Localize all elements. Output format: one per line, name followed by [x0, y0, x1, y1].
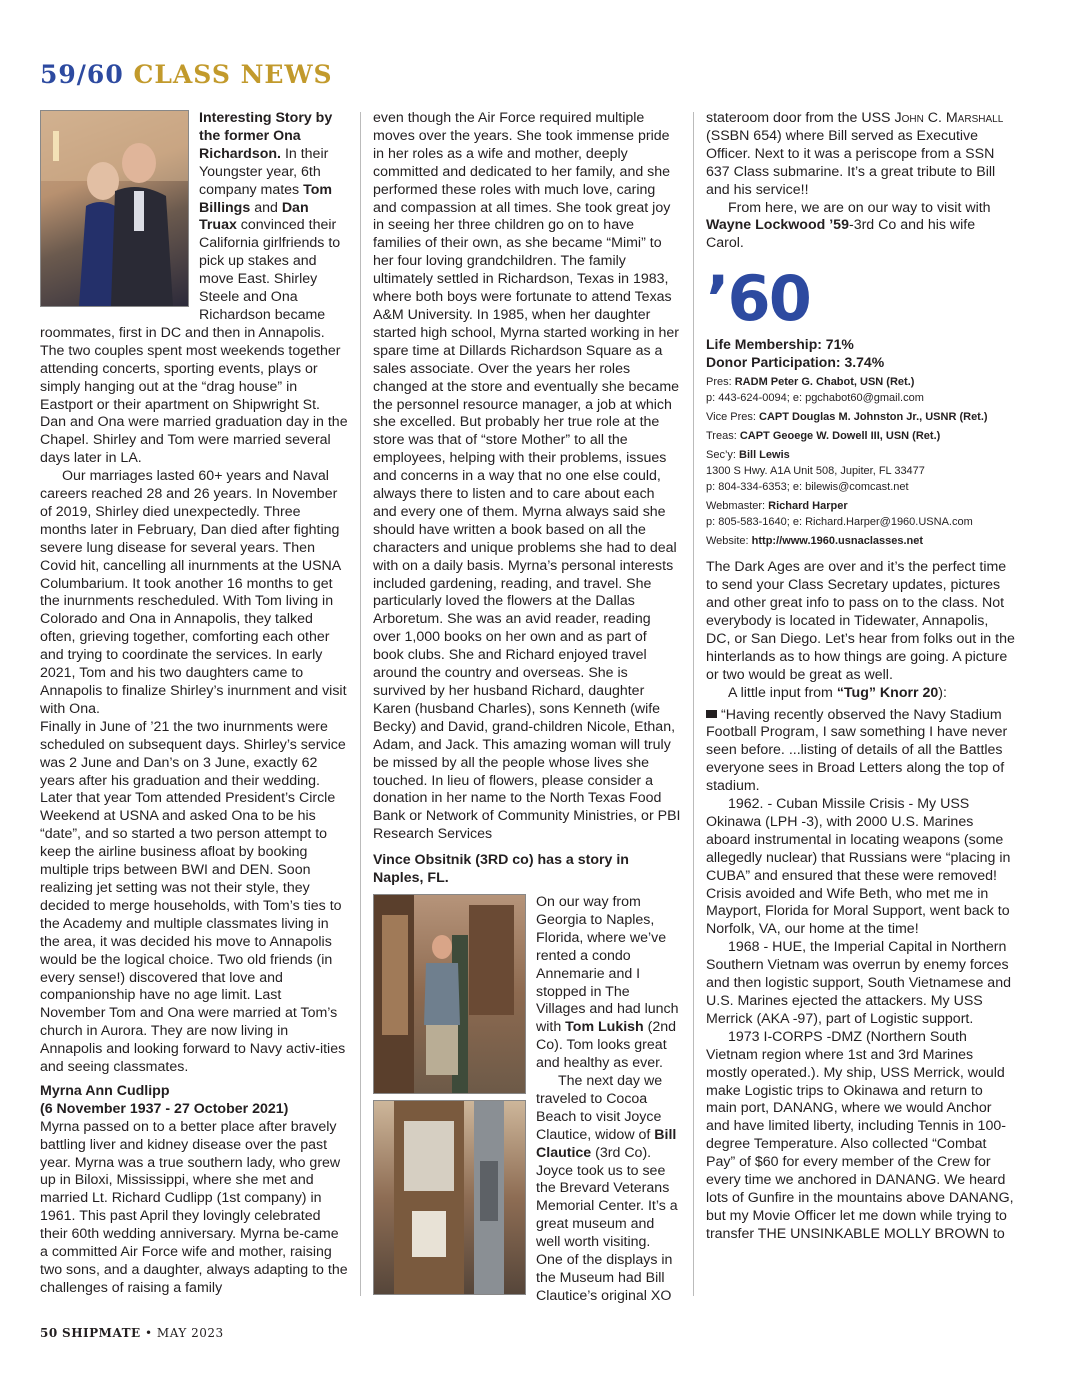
person-name: “Tug” Knorr 20: [836, 684, 939, 701]
class-years: 59/60: [40, 60, 124, 89]
paragraph: Finally in June of ’21 the two inurnments were scheduled on subsequent days. Shirley’s service was 2 June and Dan’s on 3 June, exactly 62 years after his graduation and their wedding. Later that year Tom attended President’s Circle Weekend at USNA and asked Ona to be his “date”, and so started a two person attempt to keep the airline business afloat by booking multiple trips between BWI and DEN. Soon realizing jet setting was not their style, they decided to merge households, with Tom’s ties to the Academy and multiple classmates living in the area, it was decided his move to Annapolis would be the logical choice. Two old friends (in every sense!) discovered that love and companionship have no age limit. Last November Tom and Ona were married at Tom’s church in Aurora. They are now living in Annapolis and looking forward to Navy activ-ities and seeing classmates.: [40, 718, 346, 1076]
officer-webmaster: Webmaster: Richard Harper p: 805-583-1640; e: Richard.Harper@1960.USNA.com: [706, 500, 973, 529]
column-1: Interesting Story by the former Ona Richardson. In their Youngster year, 6th company mates Tom Billings and Dan Truax convinced their California girlfriends to pick up stakes and move East. Shirley Steele and Ona Richardson became roommates, first in DC and then in Annapolis. The two couples spent most weekends together attending concerts, sporting events, plays or simply hanging out at the “drag house” in Eastport or their apartment on Shipwright St. Dan and Ona were married graduation day in the Chapel. Shirley and Tom were married several days later in LA. Our marriages lasted 60+ years and Naval careers reached 28 and 26 years. In November of 2019, Shirley died unexpectedly. Three months later in February, Dan died after fighting severe lung disease for several years. Then Covid hit, cancelling all inurnments at the USNA Columbarium. It took another 16 months to get the inurnments rescheduled. With Tom living in Colorado and Ona in Annapolis, they talked often, grieving together, comforting each other and trying to coordinate the services. In early 2021, Tom and his two daughters came to Annapolis to finalize Shirley’s inurnment and visit with Ona. Finally in June of ’21 the two inurnments were scheduled on subsequent days. Shirley’s service was 2 June and Dan’s on 3 June, exactly 62 years after his graduation and their wedding. Later that year Tom attended President’s Circle Weekend at USNA and asked Ona to be his “date”, and so started a two person attempt to keep the airline business afloat by booking multiple trips between BWI and DEN. Soon realizing jet setting was not their style, they decided to merge households, with Tom’s ties to the Academy and multiple classmates living in the area, it was decided his move to Annapolis would be the logical choice. Two old friends (in every sense!) discovered that love and companionship have no age limit. Last November Tom and Ona were married at Tom’s church in Aurora. They are now living in Annapolis and looking forward to Navy activ-ities and seeing classmates. Myrna Ann Cudlipp (6 November 1937 - 27 October 2021) Myrna passed on to a better place after bravely battling liver and kidney disease over the past year. Myrna was a true southern lady, who grew up in Biloxi, Mississippi, where she met and married Lt. Richard Cudlipp (1st company) in 1961. This past April they lovingly celebrated their 60th wedding anniversary. Myrna be-came a committed Air Force wife and mother, raising two sons, and a daughter, always adapting to the challenges of raising a family: [40, 110, 348, 1296]
person-name: Tom Lukish: [565, 1019, 644, 1036]
person-name: Wayne Lockwood ’59: [706, 217, 849, 234]
column-divider: [360, 112, 361, 1296]
issue-date: MAY 2023: [156, 1326, 224, 1340]
obituary-text: Myrna passed on to a better place after bravely battling liver and kidney disease over the past year. Myrna was a true southern lady, who grew up in Biloxi, Mississippi, where she met and married Lt. Richard Cudlipp (1st company) in 1961. This past April they lovingly celebrated their 60th wedding anniversary. Myrna be-came a committed Air Force wife and mother, raising two sons, and a daughter, always adapting to the challenges of raising a family: [40, 1118, 348, 1296]
paragraph: 1962. - Cuban Missile Crisis - My USS Okinawa (LPH -3), with 2000 U.S. Marines aboard instrumental in locating weapons (some allegedly nuclear) that Russians were “placing in CUBA” and ensured that these were removed! Crisis avoided and Wife Beth, who met me in Mayport, Florida for Moral Support, went back to Norfolk, VA, our home at the time!: [706, 796, 1011, 938]
officer-secretary: Sec’y: Bill Lewis 1300 S Hwy. A1A Unit 508, Jupiter, FL 33477 p: 804-334-6353; e: bilewis@comcast.net: [706, 449, 925, 494]
page-number: 50: [40, 1326, 58, 1340]
person-name: Tom Billings: [199, 181, 332, 216]
museum-photo-xo-door: [373, 1100, 526, 1295]
envelope-icon: [706, 710, 717, 718]
class-year-mark: ’60: [706, 262, 810, 336]
vince-story-heading: Vince Obsitnik (3RD co) has a story in Naples, FL.: [373, 852, 629, 887]
intro-heading: Interesting Story by the former Ona Richardson.: [199, 110, 333, 162]
paragraph: 1968 - HUE, the Imperial Capital in Northern Southern Vietnam was overrun by enemy forces and then logistic support, South Vietnamese and U.S. Marines ejected the attackers. My USS Merrick (AKA -97), part of Logistic support.: [706, 939, 1011, 1027]
magazine-name: SHIPMATE: [62, 1326, 141, 1340]
website-link[interactable]: http://www.1960.usnaclasses.net: [751, 535, 924, 548]
paragraph: The Dark Ages are over and it’s the perfect time to send your Class Secretary updates, pictures and other great info to pass on to the class. Not everybody is located in Tidewater, Annapolis, DC, or San Diego. Let’s hear from folks out in the hinterlands as to how things are going. A picture or two would be great as well.: [706, 559, 1015, 683]
person-name: Dan Truax: [199, 199, 309, 234]
class-website: Website: http://www.1960.usnaclasses.net: [706, 535, 924, 548]
museum-photo-tom-lukish: [373, 894, 526, 1094]
officer-president: Pres: RADM Peter G. Chabot, USN (Ret.) p: 443-624-0094; e: pgchabot60@gmail.com: [706, 376, 924, 405]
paragraph: Our marriages lasted 60+ years and Naval careers reached 28 and 26 years. In November of 2019, Shirley died unexpectedly. Three months later in February, Dan died after fighting severe lung disease for several years. Then Covid hit, cancelling all inurnments at the USNA Columbarium. It took another 16 months to get the inurnments rescheduled. With Tom living in Colorado and Ona in Annapolis, they talked often, grieving together, comforting each other and trying to coordinate the services. In early 2021, Tom and his two daughters came to Annapolis to finalize Shirley’s inurnment and visit with Ona.: [40, 468, 347, 717]
column-divider: [693, 112, 694, 1296]
officer-treasurer: Treas: CAPT Geoege W. Dowell III, USN (Ret.): [706, 430, 941, 443]
obituary-text-continued: even though the Air Force required multiple moves over the years. She took immense pride in her roles as a wife and mother, deeply committed and dedicated to her family, and she performed these roles with much love, caring and compassion at all times. She took great joy in seeing her three children go on to have families of their own, as she became “Mimi” to her four loving grandchildren. The family ultimately settled in Richardson, Texas in 1983, where both boys were fortunate to attend Texas A&M University. In 1985, when her daughter started high school, Myrna started working in her spare time at Dillards Richardson Square as a sales associate. Over the years her roles changed at the store and eventually she became the personnel resource manager, a job at which she excelled. But probably her true role at the store was that of “store Mother” to all the employees, helping with their problems, issues and concerns in a way that no one else could, always there to listen and to care about each and every one of them. Myrna always said she should have written a book based on all the characters and unique problems she had to deal with on a daily basis. Myrna’s personal interests included gardening, reading, and travel. She particularly loved the flowers at the Dallas Arboretum. She was an avid reader, reading over 1,000 books on her own and as part of book clubs. She and Richard enjoyed travel around the country and overseas. She is survived by her husband Richard, daughter Karen (husband Charles), sons Kenneth (wife Becky) and David, grand-children Nicole, Ethan, Adam, and Jack. This amazing woman will truly be missed by all the people whose lives she touched. In lieu of flowers, please consider a donation in her name to the North Texas Food Bank or Network of Community Ministries, or PBI Research Services: [373, 110, 681, 843]
column-2: even though the Air Force required multiple moves over the years. She took immense pride in her roles as a wife and mother, deeply committed and dedicated to her family, and she performed these roles with much love, caring and compassion at all times. She took great joy in seeing her three children go on to have families of their own, as she became “Mimi” to her four loving grandchildren. The family ultimately settled in Richardson, Texas in 1983, where both boys were fortunate to attend Texas A&M University. In 1985, when her daughter started high school, Myrna started working in her spare time at Dillards Richardson Square as a sales associate. Over the years her roles changed at the store and eventually she became the personnel resource manager, a job at which she excelled. But probably her true role at the store was that of “store Mother” to all the employees, helping with their problems, issues and concerns in a way that no one else could, always there to listen and to care about each and every one of them. Myrna always said she should have written a book based on all the characters and unique problems she had to deal with on a daily basis. Myrna’s personal interests included gardening, reading, and travel. She particularly loved the flowers at the Dallas Arboretum. She was an avid reader, reading over 1,000 books on her own and as part of book clubs. She and Richard enjoyed travel around the country and overseas. She is survived by her husband Richard, daughter Karen (husband Charles), sons Kenneth (wife Becky) and David, grand-children Nicole, Ethan, Adam, and Jack. This amazing woman will truly be missed by all the people whose lives she touched. In lieu of flowers, please consider a donation in her name to the North Texas Food Bank or Network of Community Ministries, or PBI Research Services Vince Obsitnik (3RD co) has a story in Naples, FL. On our way from Georgia to Naples, Florida, where we’ve rented a condo Annemarie and I stopped in The Villages and had lunch with Tom Lukish (2nd Co). Tom looks great and healthy as ever. The next day we traveled to Cocoa Beach to visit Joyce Clautice, widow of Bill Clautice (3rd Co). Joyce took us to see the Brevard Veterans Memorial Center. It’s a great museum and well worth visiting. One of the displays in the Museum had Bill Clautice’s original XO: [373, 110, 681, 1304]
ship-name: John C. Marshall: [894, 110, 1004, 126]
officer-vice-president: Vice Pres: CAPT Douglas M. Johnston Jr., USNR (Ret.): [706, 411, 988, 424]
obituary-heading: Myrna Ann Cudlipp (6 November 1937 - 27 October 2021): [40, 1082, 289, 1117]
column-3: stateroom door from the USS John C. Marshall (SSBN 654) where Bill served as Executive Officer. Next to it was a periscope from a SSN 637 Class submarine. It’s a great tribute to Bill and his service!! From here, we are on our way to visit with Wayne Lockwood ’59-3rd Co and his wife Carol. ’60 Life Membership: 71% Donor Participation: 3.74% Pres: RADM Peter G. Chabot, USN (Ret.) p: 443-624-0094; e: pgchabot60@gmail.com Vice Pres: CAPT Douglas M. Johnston Jr., USNR (Ret.) Treas: CAPT Geoege W. Dowell III, USN (Ret.) Sec’y: Bill Lewis 1300 S Hwy. A1A Unit 508, Jupiter, FL 33477 p: 804-334-6353; e: bilewis@comcast.net Webmaster: Richard Harper p: 805-583-1640; e: Richard.Harper@1960.USNA.com Website: http://www.1960.usnaclasses.net The Dark Ages are over and it’s the perfect time to send your Class Secretary updates, pictures and other great info to pass on to the class. Not everybody is located in Tidewater, Annapolis, DC, or San Diego. Let’s hear from folks out in the hinterlands as to how things are going. A picture or two would be great as well. A little input from “Tug” Knorr 20): “Having recently observed the Navy Stadium Football Program, I saw something I have never seen before. ...listing of details of all the Battles everyone sees in Broad Letters along the top of stadium. 1962. - Cuban Missile Crisis - My USS Okinawa (LPH -3), with 2000 U.S. Marines aboard instrumental in locating weapons (some allegedly nuclear) that Russians were “placing in CUBA” and ensured that these were removed! Crisis avoided and Wife Beth, who met me in Mayport, Florida for Moral Support, went back to Norfolk, VA, our home at the time! 1968 - HUE, the Imperial Capital in Northern Southern Vietnam was overrun by enemy forces and then logistic support, South Vietnamese and U.S. Marines ejected the attackers. My USS Merrick (AKA -97), part of Logistic support. 1973 I-CORPS -DMZ (Northern South Vietnam region where 1st and 3rd Marines mostly operated.). My ship, USS Merrick, would make Logistic trips to Okinawa and return to main port, DANANG, where we would Anchor and have limited liberty, including Tennis in 100-degree Temperature. Also collected “Combat Pay” of $60 for every member of the Crew for every time we anchored in DANANG. We heard lots of Gunfire in the mountains above DANANG, but my Movie Officer let me down while trying to transfer THE UNSINKABLE MOLLY BROWN to: [706, 110, 1015, 1242]
page-footer: 50 SHIPMATE • MAY 2023: [40, 1326, 224, 1340]
life-membership: Life Membership: 71%: [706, 336, 854, 353]
person-name: Bill Clautice: [536, 1126, 677, 1161]
donor-participation: Donor Participation: 3.74%: [706, 354, 885, 371]
section-title: CLASS NEWS: [133, 60, 333, 89]
couple-photo: [40, 110, 189, 307]
paragraph: 1973 I-CORPS -DMZ (Northern South Vietnam region where 1st and 3rd Marines mostly operated.). My ship, USS Merrick, would make Logistic trips to Okinawa and return to main port, DANANG, where we would Anchor and have limited liberty, including Tennis in 100-degree Temperature. Also collected “Combat Pay” of $60 for every member of the Crew for every time we anchored in DANANG. We heard lots of Gunfire in the mountains above DANANG, but my Movie Officer let me down while trying to transfer THE UNSINKABLE MOLLY BROWN to: [706, 1028, 1014, 1242]
section-header: [40, 60, 333, 89]
